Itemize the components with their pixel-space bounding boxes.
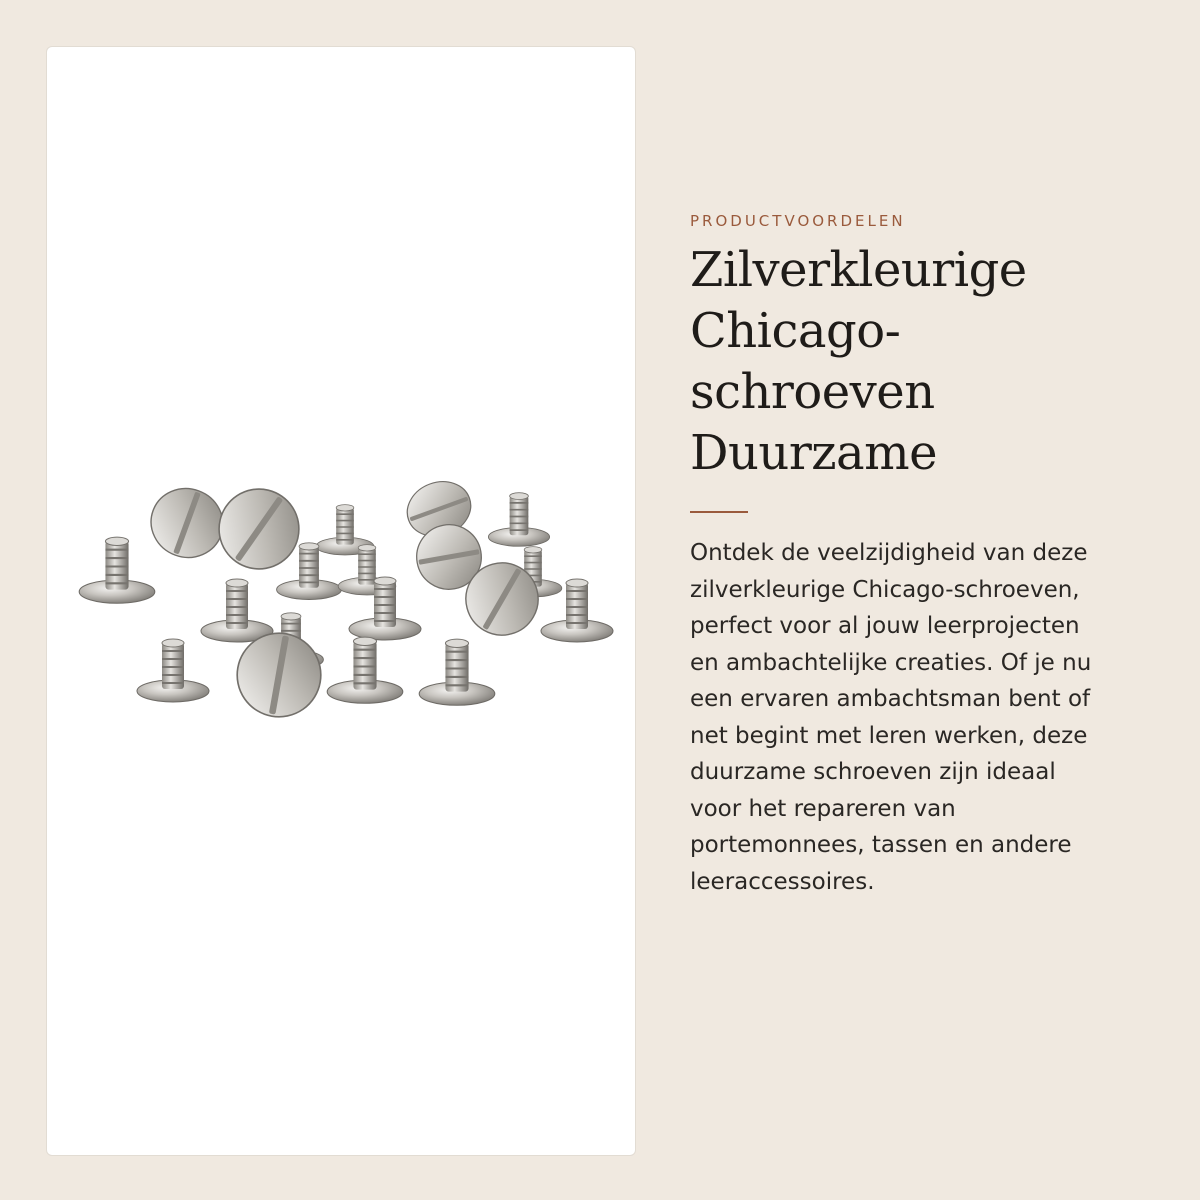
title-line: schroeven <box>690 364 935 420</box>
title-line: Chicago- <box>690 303 901 359</box>
product-image-card <box>46 46 636 1156</box>
description-line: voor het repareren van <box>690 795 956 822</box>
description-line: net begint met leren werken, deze <box>690 722 1088 749</box>
description-line: portemonnees, tassen en andere <box>690 832 1072 858</box>
description-line: en ambachtelijke creaties. Of je nu <box>690 649 1092 676</box>
screw-pile <box>79 473 613 723</box>
chicago-screws-image <box>47 47 635 1155</box>
product-title <box>690 240 1160 484</box>
product-benefits-section <box>690 212 1160 900</box>
description-line: een ervaren ambachtsman bent of <box>690 686 1091 712</box>
description-line: duurzame schroeven zijn ideaal <box>690 759 1056 785</box>
accent-divider <box>690 511 748 513</box>
title-line: Duurzame <box>690 425 938 481</box>
description-line: zilverkleurige Chicago-schroeven, <box>690 576 1080 603</box>
section-eyebrow: PRODUCTVOORDELEN <box>690 212 906 230</box>
description-line: leeraccessoires. <box>690 868 875 895</box>
product-description <box>690 535 1160 900</box>
title-line: Zilverkleurige <box>690 242 1027 298</box>
description-line: Ontdek de veelzijdigheid van deze <box>690 540 1088 566</box>
description-line: perfect voor al jouw leerprojecten <box>690 613 1080 639</box>
